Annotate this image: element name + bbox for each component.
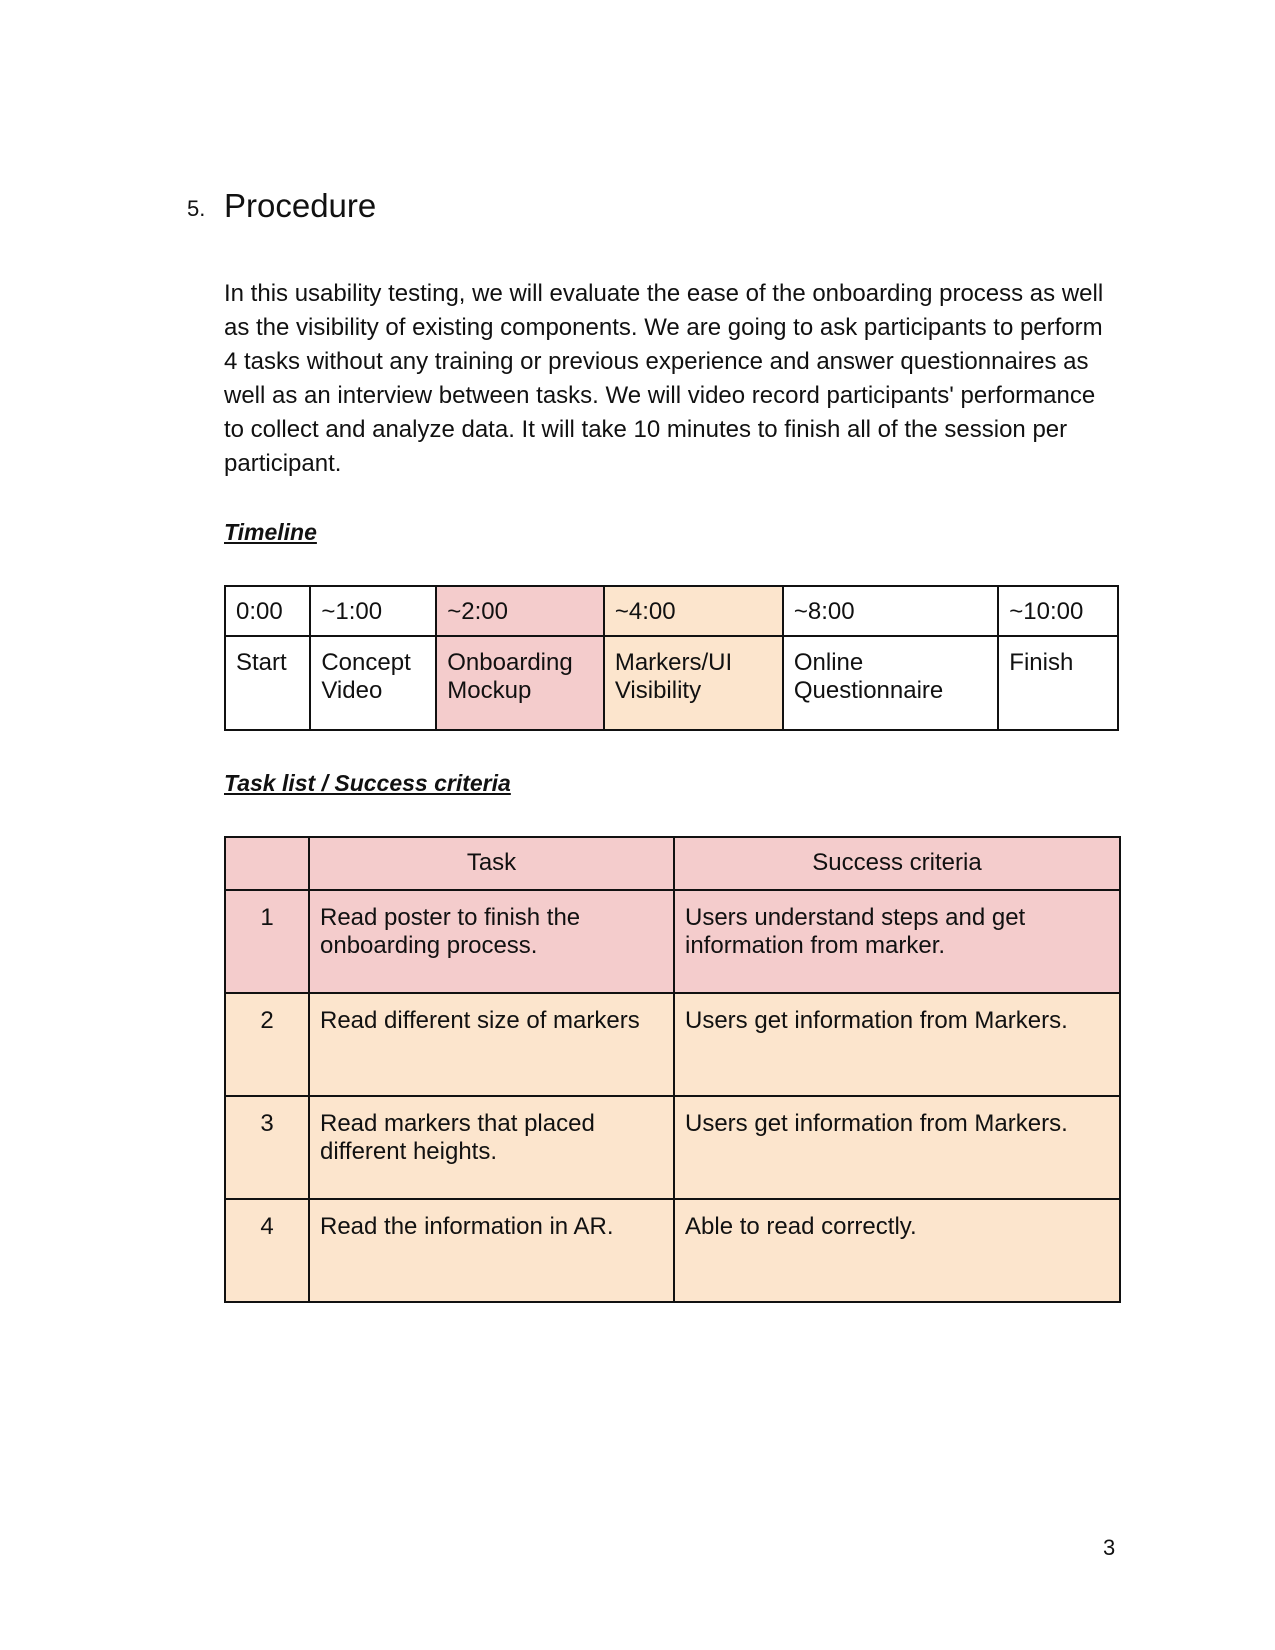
table-row [225,993,1120,1096]
timeline-label-cell: Onboarding Mockup [436,636,604,730]
task-number: 4 [225,1199,309,1302]
intro-paragraph: In this usability testing, we will evaluate the ease of the onboarding process as well as the visibility of existing components. We are going to ask participants to perform 4 tasks without any training or previous experience and answer questionnaires as well as an interview between tasks. We will video record participants' performance to collect and analyze data. It will take 10 minutes to finish all of the session per participant. [224,280,1104,477]
timeline-time-cell: ~8:00 [783,586,998,636]
task-table-header-cell: Success criteria [674,837,1120,890]
timeline-time-cell: ~4:00 [604,586,783,636]
task-description: Read markers that placed different heights. [309,1096,674,1199]
timeline-label-cell: Markers/UI Visibility [604,636,783,730]
task-table [224,836,1121,1303]
task-success-criteria: Users understand steps and get information from marker. [674,890,1120,993]
timeline-time-cell: 0:00 [225,586,310,636]
task-number: 3 [225,1096,309,1199]
table-row [225,890,1120,993]
timeline-heading: Timeline [224,519,317,545]
timeline-time-cell: ~2:00 [436,586,604,636]
task-table-header-cell: Task [309,837,674,890]
task-success-criteria: Able to read correctly. [674,1199,1120,1302]
timeline-label-row [225,636,1118,730]
task-list-heading: Task list / Success criteria [224,770,511,796]
task-number: 2 [225,993,309,1096]
task-success-criteria: Users get information from Markers. [674,993,1120,1096]
timeline-time-cell: ~10:00 [998,586,1118,636]
timeline-label-cell: Concept Video [310,636,436,730]
timeline-label-cell: Start [225,636,310,730]
table-row [225,1096,1120,1199]
task-description: Read different size of markers [309,993,674,1096]
section-title: Procedure [224,187,377,224]
table-row [225,1199,1120,1302]
timeline-label-cell: Finish [998,636,1118,730]
task-description: Read the information in AR. [309,1199,674,1302]
task-table-header-row [225,837,1120,890]
task-success-criteria: Users get information from Markers. [674,1096,1120,1199]
section-number: 5. [187,196,206,221]
task-number: 1 [225,890,309,993]
page-number: 3 [1103,1535,1116,1560]
timeline-time-cell: ~1:00 [310,586,436,636]
timeline-time-row [225,586,1118,636]
timeline-label-cell: Online Questionnaire [783,636,998,730]
timeline-table [224,585,1119,731]
task-table-header-cell [225,837,309,890]
task-description: Read poster to finish the onboarding process. [309,890,674,993]
